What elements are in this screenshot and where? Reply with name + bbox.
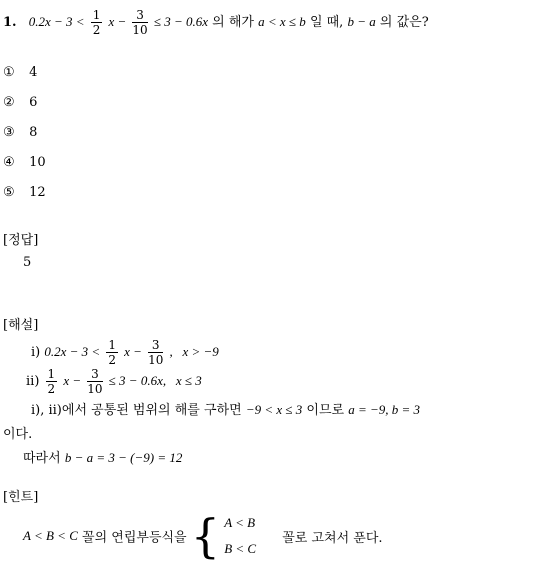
step-1-mid: x − <box>124 344 142 359</box>
option-2[interactable] <box>3 95 37 110</box>
question-text-3: 의 값은? <box>379 15 429 30</box>
answer-heading: [정답] <box>3 233 39 248</box>
option-5-mark: ⑤ <box>3 185 15 200</box>
option-4-value: 10 <box>29 155 46 170</box>
answer-value: 5 <box>23 255 32 270</box>
hint-text: 꼴의 연립부등식을 <box>82 530 187 546</box>
step-2-mid: x − <box>63 373 82 388</box>
option-3-mark: ③ <box>3 125 15 140</box>
question-number: 1. <box>3 15 17 30</box>
option-3-value: 8 <box>29 125 38 140</box>
option-1-mark: ① <box>3 65 15 80</box>
question-cond: a < x ≤ b <box>258 14 306 29</box>
hint-body <box>23 510 383 562</box>
question-rhs: ≤ 3 − 0.6x <box>153 14 209 29</box>
hint-heading: [힌트] <box>3 490 39 505</box>
hint-brace: { <box>190 509 221 563</box>
step-1-lhs: 0.2x − 3 < <box>44 344 101 359</box>
solution-step-3 <box>31 399 420 418</box>
step-3-text-2: 이므로 <box>306 403 345 418</box>
step-1-frac: $\frac{1}{2}$ <box>108 338 116 367</box>
option-4[interactable] <box>3 155 46 170</box>
hint-tail: 꼴로 고쳐서 푼다. <box>282 530 383 546</box>
hint-system-2: B < C <box>224 541 257 556</box>
step-3-math: −9 < x ≤ 3 <box>245 402 303 417</box>
option-1[interactable] <box>3 65 37 80</box>
step-3-math-2: a = −9, b = 3 <box>348 402 421 417</box>
option-1-value: 4 <box>29 65 38 80</box>
step-2-label: ⅱ) <box>26 374 40 389</box>
step-2-tail: ≤ 3 − 0.6x, x ≤ 3 <box>108 373 202 388</box>
question-text-2: 일 때, <box>309 15 344 30</box>
option-5[interactable] <box>3 185 46 200</box>
option-5-value: 12 <box>29 185 46 200</box>
option-2-value: 6 <box>29 95 38 110</box>
question-text-1: 의 해가 <box>212 15 254 30</box>
option-4-mark: ④ <box>3 155 15 170</box>
option-3[interactable] <box>3 125 37 140</box>
solution-step-1 <box>31 338 219 367</box>
option-2-mark: ② <box>3 95 15 110</box>
final-math: b − a = 3 − (−9) = 12 <box>64 450 183 465</box>
question-frac-1: $\frac{1}{2}$ <box>92 8 101 37</box>
hint-system <box>224 510 256 562</box>
question-ask: b − a <box>347 14 376 29</box>
hint-ineq: A < B < C <box>23 528 78 543</box>
step-2-frac: $\frac{1}{2}$ <box>47 367 56 396</box>
question-line <box>3 8 429 37</box>
step-1-frac-2: $\frac{3}{10}$ <box>148 338 164 367</box>
question-frac-2: $\frac{3}{10}$ <box>132 8 148 37</box>
solution-step-3-cont: 이다. <box>3 427 33 442</box>
solution-final <box>23 447 182 466</box>
solution-step-2 <box>26 367 202 396</box>
solution-heading: [해설] <box>3 318 39 333</box>
step-2-frac-2: $\frac{3}{10}$ <box>87 367 103 396</box>
hint-system-1: A < B <box>224 515 256 530</box>
step-1-label: ⅰ) <box>31 345 41 360</box>
question-lhs: 0.2x − 3 < <box>28 14 85 29</box>
step-3-text: ⅰ), ⅱ)에서 공통된 범위의 해를 구하면 <box>31 403 242 418</box>
question-mid: x − <box>108 14 127 29</box>
final-text: 따라서 <box>23 451 61 466</box>
step-1-tail: , x > −9 <box>169 344 219 359</box>
